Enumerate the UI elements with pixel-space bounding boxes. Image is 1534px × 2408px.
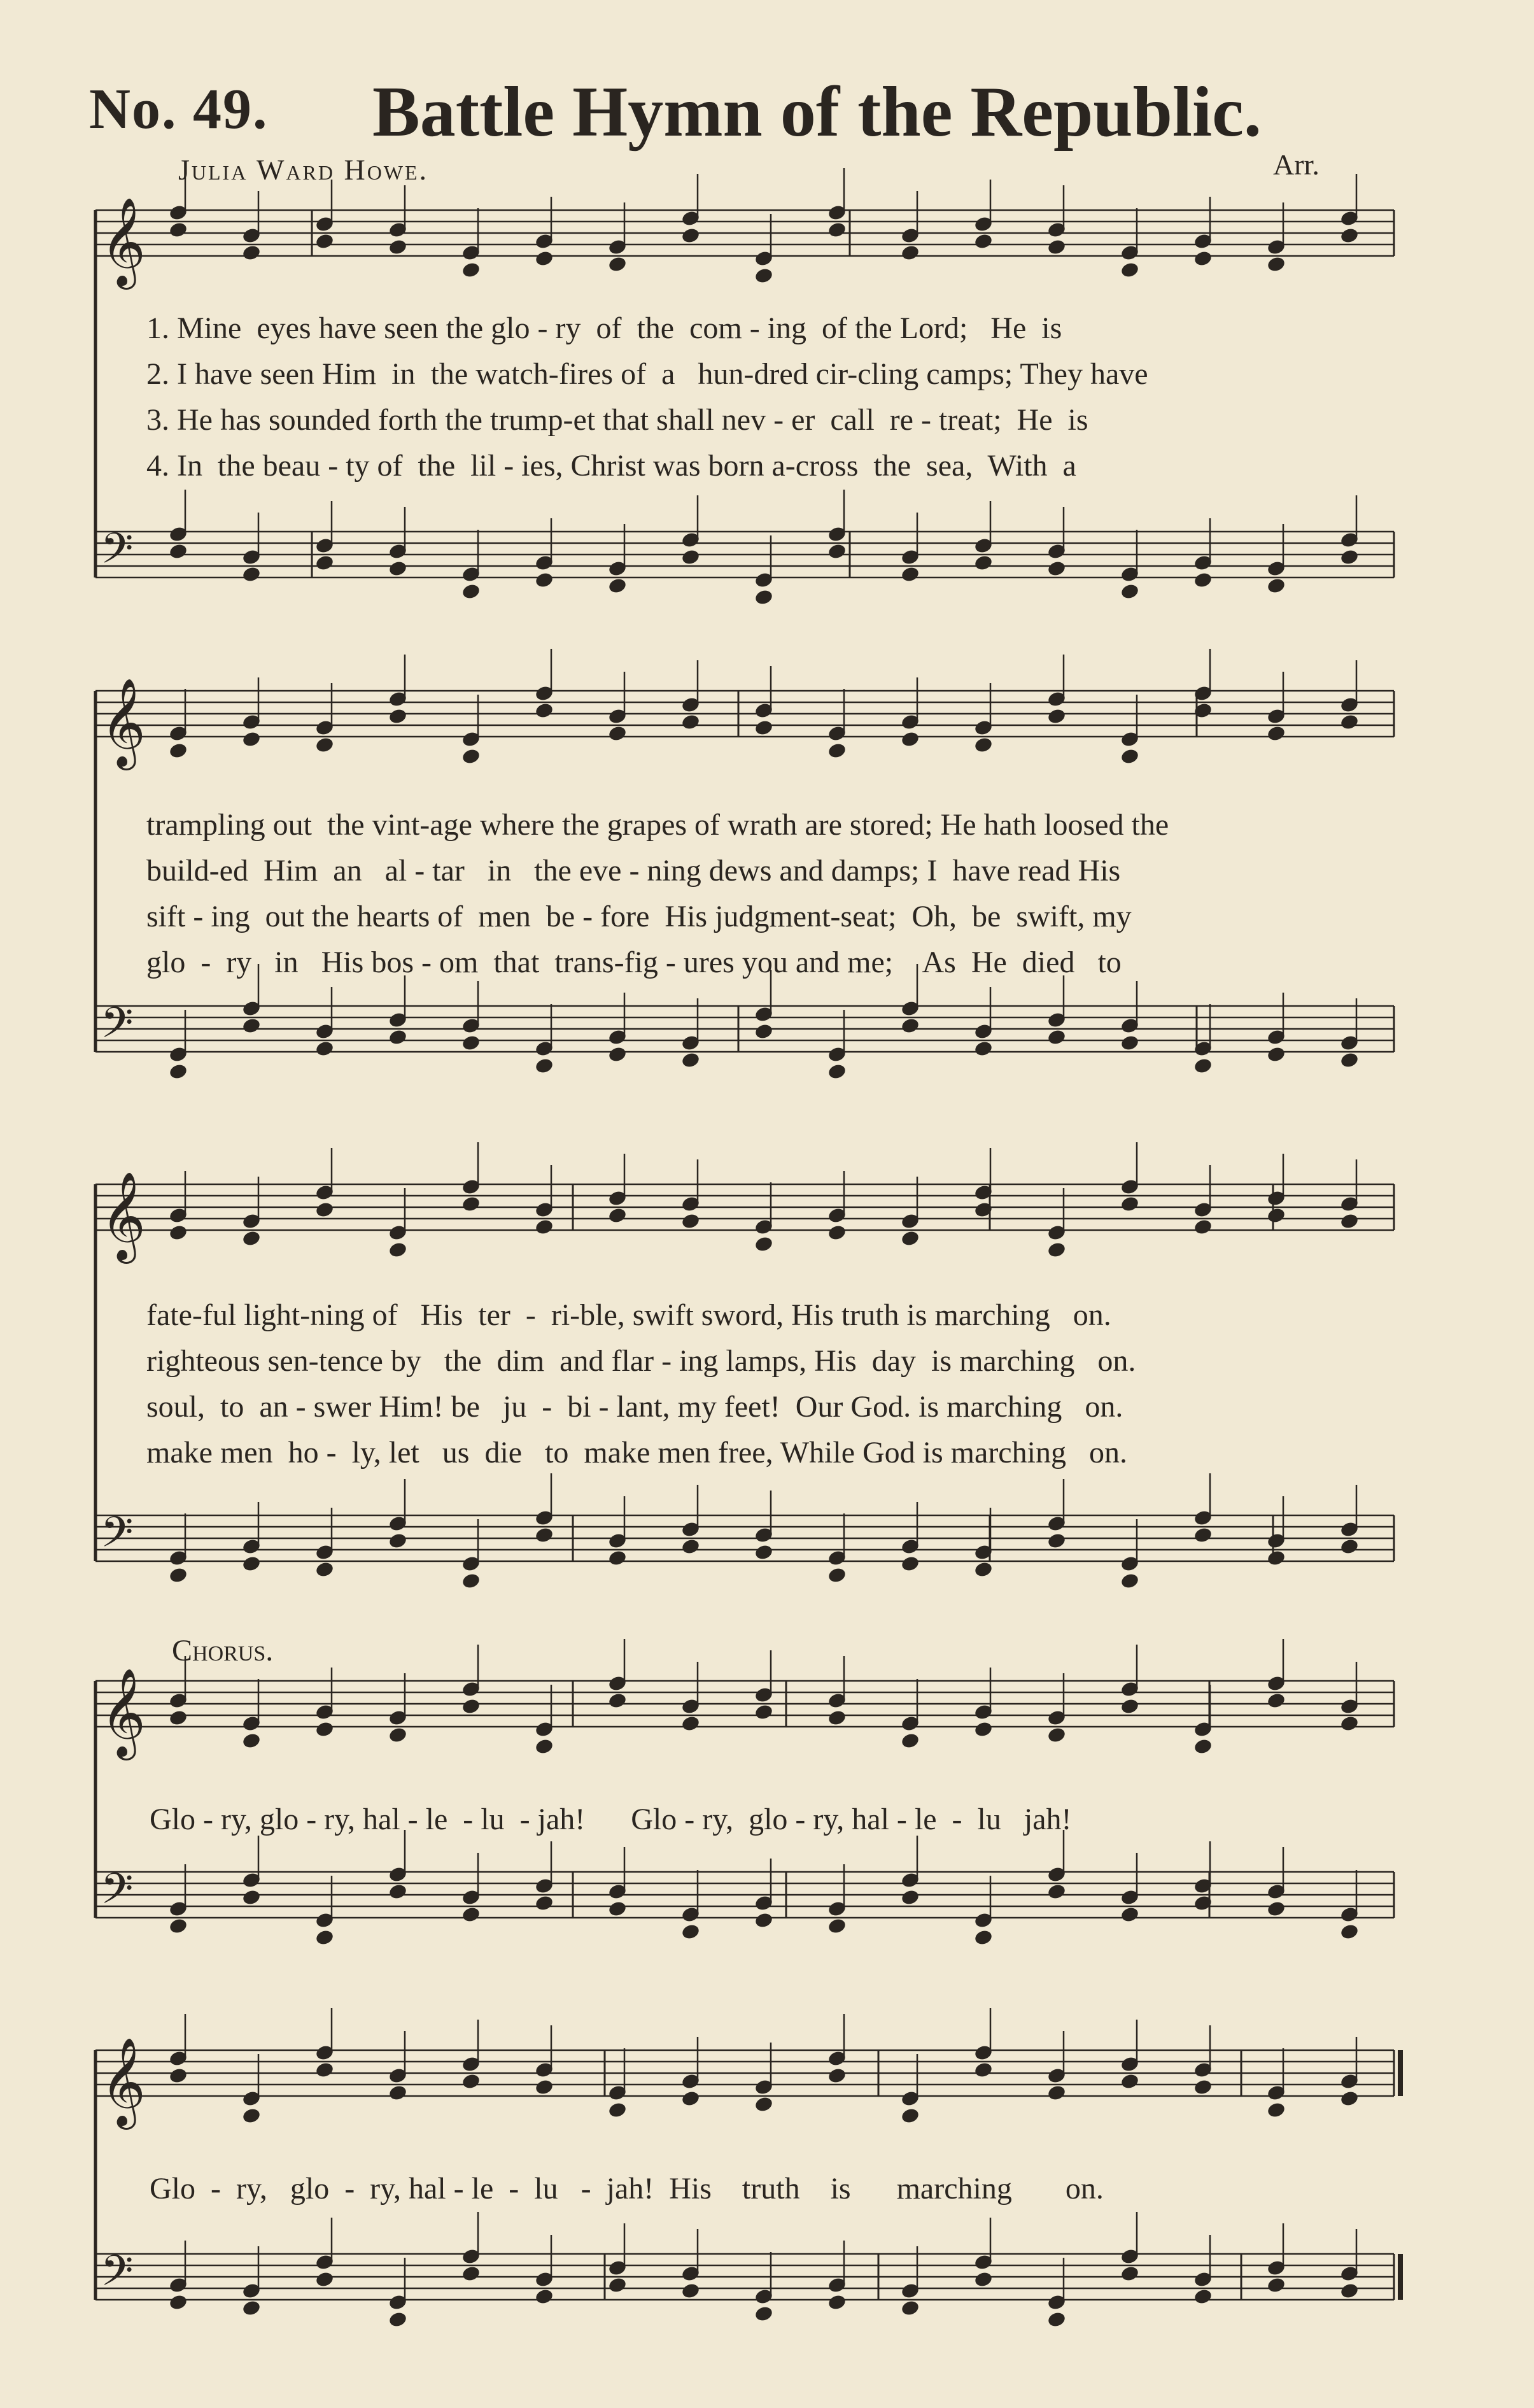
bass-note	[1339, 548, 1359, 566]
bass-note	[1266, 1549, 1286, 1567]
treble-note	[388, 238, 407, 256]
treble-clef-icon: 𝄞	[101, 1668, 146, 1757]
treble-note	[680, 1715, 700, 1732]
treble-note	[827, 1224, 847, 1242]
bass-note	[314, 554, 334, 572]
bass-note	[1046, 2311, 1066, 2328]
treble-note	[1120, 261, 1139, 279]
treble-note	[1193, 1738, 1213, 1755]
treble-note	[1266, 1692, 1286, 1710]
treble-clef-icon: 𝄞	[101, 197, 146, 286]
bass-note	[973, 2270, 993, 2288]
bass-clef-icon: 𝄢	[101, 524, 134, 583]
treble-note	[1339, 713, 1359, 731]
bass-note	[461, 2265, 481, 2283]
bass-note	[1266, 1900, 1286, 1918]
treble-note	[1046, 1241, 1066, 1259]
lyric-line: trampling out the vint-age where the grapes of wrath are stored; He hath loosed the	[146, 808, 1169, 842]
bass-note	[754, 588, 773, 606]
treble-note	[680, 713, 700, 731]
treble-note	[241, 1229, 261, 1247]
treble-note	[388, 1726, 407, 1744]
bass-clef-icon: 𝄢	[101, 998, 134, 1058]
treble-note	[973, 1720, 993, 1738]
verse-lyrics-system-3	[146, 1293, 1407, 1476]
bass-note	[973, 554, 993, 572]
treble-note	[754, 719, 773, 737]
bass-note	[1120, 583, 1139, 600]
bass-note	[241, 1555, 261, 1573]
treble-note	[607, 1207, 627, 1224]
bass-note	[973, 1040, 993, 1058]
treble-note	[534, 1738, 554, 1755]
lyric-line: 4. In the beau - ty of the lil - ies, Christ was born a-cross the sea, With a	[146, 449, 1076, 483]
bass-note	[680, 2282, 700, 2300]
treble-note	[388, 1241, 407, 1259]
bass-note	[973, 1561, 993, 1578]
bass-note	[314, 1929, 334, 1946]
treble-note	[1046, 1726, 1066, 1744]
treble-clef-icon: 𝄞	[101, 2037, 146, 2126]
treble-note	[1120, 1697, 1139, 1715]
treble-note	[1266, 1207, 1286, 1224]
treble-clef-icon: 𝄞	[101, 1172, 146, 1260]
treble-note	[1193, 2078, 1213, 2096]
treble-note	[900, 730, 920, 748]
bass-note	[461, 1572, 481, 1590]
chorus-lyric-line-1: Glo - ry, glo - ry, hal - le - lu - jah! Glo - ry, glo - ry, hal - le - lu jah!	[150, 1802, 1072, 1836]
treble-note	[900, 2107, 920, 2125]
treble-note	[827, 1709, 847, 1727]
bass-note	[388, 1028, 407, 1046]
lyric-line: righteous sen-tence by the dim and flar - ing lamps, His day is marching on.	[146, 1344, 1136, 1378]
bass-note	[1339, 1051, 1359, 1069]
bass-note	[534, 2288, 554, 2305]
bass-note	[754, 1023, 773, 1040]
treble-note	[1120, 1195, 1139, 1213]
bass-note	[534, 1526, 554, 1544]
treble-note	[1339, 2090, 1359, 2107]
treble-note	[973, 2061, 993, 2079]
treble-note	[973, 232, 993, 250]
lyric-line: soul, to an - swer Him! be ju - bi - lant, my feet! Our God. is marching on.	[146, 1390, 1123, 1424]
lyric-line: glo - ry in His bos - om that trans-fig - ures you and me; As He died to	[146, 945, 1122, 979]
bass-note	[1120, 1906, 1139, 1923]
chorus-label: Chorus.	[172, 1634, 274, 1668]
treble-note	[168, 1709, 188, 1727]
treble-note	[314, 1720, 334, 1738]
treble-note	[241, 1732, 261, 1750]
hymn-title: Battle Hymn of the Republic.	[372, 73, 1262, 152]
bass-note	[1120, 2265, 1139, 2283]
bass-note	[388, 560, 407, 577]
hymn-arranger: Arr.	[1273, 148, 1319, 181]
bass-note	[607, 2276, 627, 2294]
treble-note	[461, 747, 481, 765]
treble-note	[900, 244, 920, 262]
bass-clef-icon: 𝄢	[101, 1864, 134, 1923]
bass-note	[1193, 571, 1213, 589]
bass-note	[973, 1929, 993, 1946]
bass-note	[607, 577, 627, 595]
bass-note	[241, 1017, 261, 1035]
treble-note	[1339, 1212, 1359, 1230]
treble-note	[314, 232, 334, 250]
treble-note	[241, 2107, 261, 2125]
treble-note	[1339, 227, 1359, 244]
treble-note	[168, 221, 188, 239]
verse-lyrics-system-1	[146, 306, 1407, 489]
bass-note	[241, 565, 261, 583]
bass-note	[241, 2299, 261, 2317]
bass-note	[168, 2293, 188, 2311]
treble-note	[1193, 250, 1213, 267]
treble-note	[534, 702, 554, 719]
bass-note	[680, 1051, 700, 1069]
treble-note	[1266, 725, 1286, 742]
lyric-line: 2. I have seen Him in the watch-fires of a hun-dred cir-cling camps; They have	[146, 357, 1148, 391]
bass-note	[680, 1538, 700, 1555]
lyric-line: 1. Mine eyes have seen the glo - ry of the com - ing of the Lord; He is	[146, 311, 1062, 345]
treble-note	[754, 267, 773, 285]
treble-note	[388, 2084, 407, 2102]
lyric-line: sift - ing out the hearts of men be - fore His judgment-seat; Oh, be swift, my	[146, 900, 1132, 933]
bass-note	[900, 1555, 920, 1573]
bass-note	[827, 1063, 847, 1080]
treble-note	[607, 725, 627, 742]
treble-note	[680, 1212, 700, 1230]
bass-note	[1339, 1538, 1359, 1555]
treble-note	[1266, 2101, 1286, 2119]
bass-note	[241, 1888, 261, 1906]
treble-note	[900, 1229, 920, 1247]
treble-note	[827, 2067, 847, 2085]
treble-note	[461, 1697, 481, 1715]
bass-clef-icon: 𝄢	[101, 2246, 134, 2305]
bass-note	[534, 1057, 554, 1075]
bass-note	[827, 1566, 847, 1584]
bass-note	[900, 565, 920, 583]
bass-note	[1266, 2276, 1286, 2294]
bass-note	[314, 2270, 334, 2288]
bass-note	[168, 1566, 188, 1584]
bass-note	[900, 1888, 920, 1906]
treble-note	[973, 736, 993, 754]
bass-note	[607, 1900, 627, 1918]
lyric-line: fate-ful light-ning of His ter - ri-ble, swift sword, His truth is marching on.	[146, 1298, 1111, 1332]
chorus-lyric-line-2: Glo - ry, glo - ry, hal - le - lu - jah! His truth is marching on.	[150, 2172, 1104, 2206]
bass-note	[461, 1034, 481, 1052]
bass-note	[461, 1906, 481, 1923]
treble-note	[314, 1201, 334, 1219]
bass-note	[1193, 1057, 1213, 1075]
treble-note	[534, 1218, 554, 1236]
treble-clef-icon: 𝄞	[101, 678, 146, 767]
bass-note	[1266, 577, 1286, 595]
bass-note	[388, 2311, 407, 2328]
bass-note	[754, 1543, 773, 1561]
bass-note	[168, 542, 188, 560]
bass-note	[900, 1017, 920, 1035]
bass-note	[1120, 1572, 1139, 1590]
bass-note	[168, 1917, 188, 1935]
lyric-line: build-ed Him an al - tar in the eve - ning dews and damps; I have read His	[146, 854, 1121, 888]
bass-note	[680, 1923, 700, 1941]
treble-note	[1046, 707, 1066, 725]
treble-note	[314, 2061, 334, 2079]
treble-note	[754, 2095, 773, 2113]
bass-note	[388, 1532, 407, 1550]
bass-note	[900, 2299, 920, 2317]
bass-note	[1193, 1526, 1213, 1544]
lyric-line: 3. He has sounded forth the trump-et that shall nev - er call re - treat; He is	[146, 403, 1088, 437]
bass-note	[461, 583, 481, 600]
bass-note	[168, 1063, 188, 1080]
treble-note	[680, 2090, 700, 2107]
bass-note	[1046, 560, 1066, 577]
treble-note	[461, 1195, 481, 1213]
bass-note	[607, 1549, 627, 1567]
treble-note	[241, 730, 261, 748]
bass-note	[827, 1917, 847, 1935]
bass-note	[680, 548, 700, 566]
bass-note	[607, 1045, 627, 1063]
treble-note	[1046, 238, 1066, 256]
bass-note	[1046, 1532, 1066, 1550]
bass-clef-icon: 𝄢	[101, 1508, 134, 1567]
treble-note	[827, 742, 847, 760]
bass-note	[314, 1040, 334, 1058]
bass-note	[388, 1883, 407, 1901]
verse-lyrics-system-2	[146, 802, 1407, 986]
bass-note	[1193, 2288, 1213, 2305]
bass-note	[754, 2305, 773, 2323]
treble-note	[1120, 2072, 1139, 2090]
treble-note	[241, 244, 261, 262]
treble-note	[1120, 747, 1139, 765]
treble-note	[534, 2078, 554, 2096]
treble-note	[607, 2101, 627, 2119]
bass-note	[534, 1894, 554, 1912]
treble-note	[680, 227, 700, 244]
bass-note	[1046, 1028, 1066, 1046]
lyric-line: make men ho - ly, let us die to make men free, While God is marching on.	[146, 1436, 1127, 1470]
treble-note	[1193, 1218, 1213, 1236]
bass-note	[1120, 1034, 1139, 1052]
bass-note	[534, 571, 554, 589]
treble-note	[534, 250, 554, 267]
treble-note	[461, 261, 481, 279]
treble-note	[1339, 1715, 1359, 1732]
treble-note	[754, 1235, 773, 1253]
treble-note	[1046, 2084, 1066, 2102]
treble-note	[607, 1692, 627, 1710]
bass-note	[1339, 1923, 1359, 1941]
treble-note	[314, 736, 334, 754]
hymn-number: No. 49.	[89, 78, 269, 141]
treble-note	[461, 2072, 481, 2090]
bass-note	[1046, 1883, 1066, 1901]
treble-note	[168, 2067, 188, 2085]
hymn-author: Julia Ward Howe.	[178, 153, 429, 186]
treble-note	[1266, 255, 1286, 273]
treble-note	[827, 221, 847, 239]
bass-note	[754, 1911, 773, 1929]
treble-note	[168, 1224, 188, 1242]
bass-note	[827, 542, 847, 560]
treble-note	[388, 707, 407, 725]
treble-note	[900, 1732, 920, 1750]
treble-note	[607, 255, 627, 273]
bass-note	[827, 2293, 847, 2311]
treble-note	[168, 742, 188, 760]
bass-note	[1339, 2282, 1359, 2300]
bass-note	[314, 1561, 334, 1578]
bass-note	[1266, 1045, 1286, 1063]
treble-note	[754, 1703, 773, 1721]
